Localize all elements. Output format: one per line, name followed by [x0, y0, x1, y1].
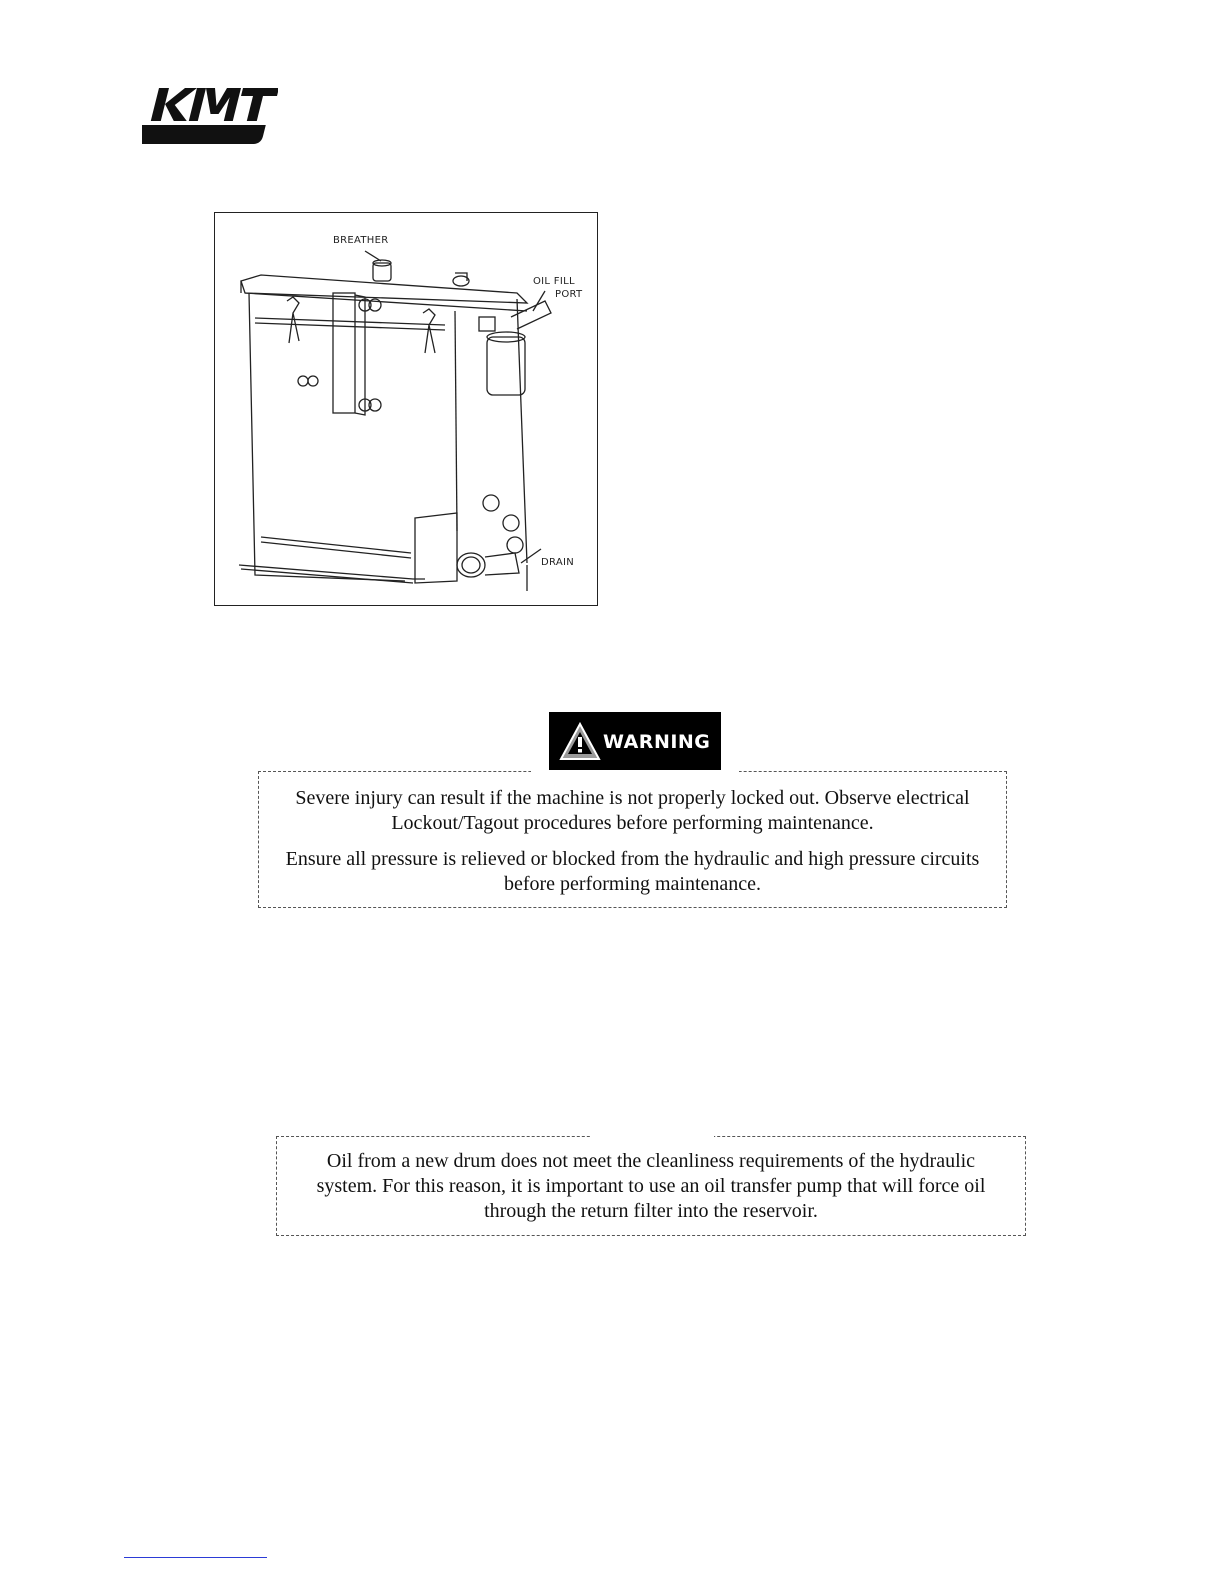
oil-fill-label-line1: OIL FILL: [533, 276, 575, 287]
warning-paragraph-2: Ensure all pressure is relieved or blocked from the hydraulic and high pressure circuits before performing maintenance.: [285, 848, 980, 895]
drain-label: DRAIN: [541, 557, 575, 568]
warning-badge: [549, 712, 721, 771]
border-gap: [590, 1135, 714, 1138]
warning-label: WARNING: [603, 730, 711, 753]
warning-paragraph-1: Severe injury can result if the machine is not properly locked out. Observe electrical Lockout/Tagout procedures before performing maintenance.: [295, 787, 970, 834]
footer-link-underline[interactable]: [124, 1557, 267, 1558]
reservoir-figure: [214, 212, 598, 606]
oil-fill-label-line2: PORT: [555, 289, 583, 300]
border-gap: [531, 770, 739, 773]
warning-triangle-icon: [559, 721, 601, 763]
breather-label: BREATHER: [333, 235, 389, 246]
kmt-logo: [142, 84, 278, 148]
warning-message-box: [258, 771, 1007, 908]
note-text: Oil from a new drum does not meet the cleanliness requirements of the hydraulic system. For this reason, it is important to use an oil transfer pump that will force oil through the return filter into the reservoir.: [316, 1150, 986, 1222]
note-message-box: [276, 1136, 1026, 1236]
